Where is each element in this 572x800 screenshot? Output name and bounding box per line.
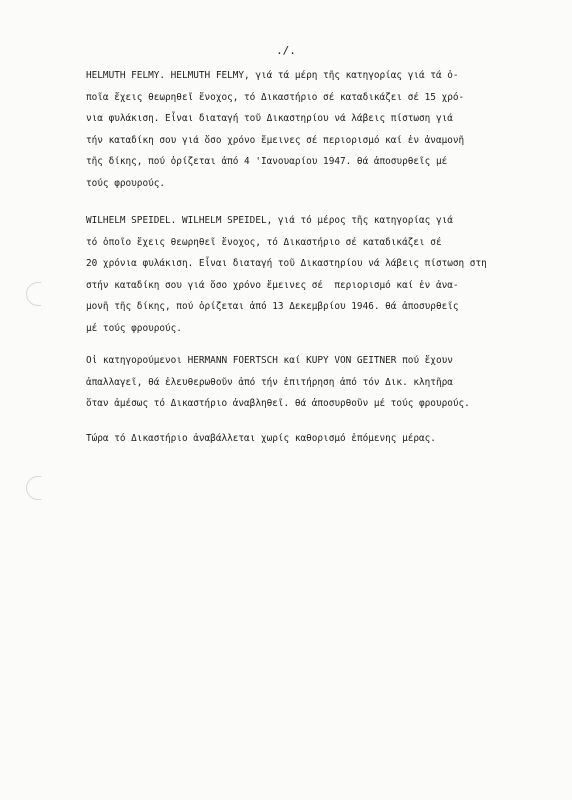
text-line: ἀπαλλαγεῖ, θά ἐλευθερωθοῦν ἀπό τήν ἐπιτήρηση ἀπό τόν Δικ. κλητῆρα	[86, 376, 453, 388]
text-line: τῆς δίκης, πού ὁρίζεται ἀπό 4 'Ιανουαρίου 1947. θά ἀποσυρθεῖς μέ	[86, 156, 448, 168]
paragraph-adjournment	[86, 428, 566, 450]
punch-hole-mark	[26, 282, 41, 306]
text-line: μονῆ τῆς δίκης, πού ὁρίζεται ἀπό 13 Δεκεμβρίου 1946. θά ἀποσυρθεῖς	[86, 301, 459, 313]
text-line: Τώρα τό Δικαστήριο ἀναβάλλεται χωρίς καθορισμό ἑπόμενης μέρας.	[86, 433, 436, 444]
text-line: WILHELM SPEIDEL. WILHELM SPEIDEL, γιά τό μέρος τῆς κατηγορίας γιά	[86, 215, 453, 226]
punch-hole-mark	[26, 476, 41, 500]
paragraph-speidel-sentence	[86, 210, 566, 340]
text-line: ὅταν ἀμέσως τό Δικαστήριο ἀναβληθεῖ. θά ἀποσυρθοῦν μέ τούς φρουρούς.	[86, 398, 470, 410]
text-line: 20 χρόνια φυλάκιση. Εἶναι διαταγή τοῦ Δικαστηρίου νά λάβεις πίστωση στη	[86, 258, 487, 270]
text-line: τούς φρουρούς.	[86, 177, 166, 189]
text-line: ποῖα ἔχεις θεωρηθεῖ ἔνοχος, τό Δικαστήριο σέ καταδικάζει σέ 15 χρό-	[86, 91, 465, 103]
paragraph-acquitted-release	[86, 350, 566, 415]
text-line: στήν καταδίκη σου γιά ὅσο χρόνο ἔμεινες σέ περιορισμό καί ἐν ἀνα-	[86, 279, 459, 291]
page-marker: ./.	[276, 44, 296, 57]
text-line: τήν καταδίκη σου γιά ὅσο χρόνο ἔμεινες σέ περιορισμό καί ἐν ἀναμονῆ	[86, 134, 465, 146]
text-line: μέ τούς φρουρούς.	[86, 322, 182, 334]
paragraph-felmy-sentence	[86, 65, 566, 195]
text-line: Οἱ κατηγορούμενοι HERMANN FOERTSCH καί KUPY VON GEITNER πού ἔχουν	[86, 355, 453, 366]
text-line: νια φυλάκιση. Εἶναι διαταγή τοῦ Δικαστηρίου νά λάβεις πίστωση γιά	[86, 113, 453, 125]
text-line: HELMUTH FELMY. HELMUTH FELMY, γιά τά μέρη τῆς κατηγορίας γιά τά ὀ-	[86, 70, 459, 81]
text-line: τό ὁποῖο ἔχεις θεωρηθεῖ ἔνοχος, τό Δικαστήριο σέ καταδικάζει σέ	[86, 236, 442, 248]
